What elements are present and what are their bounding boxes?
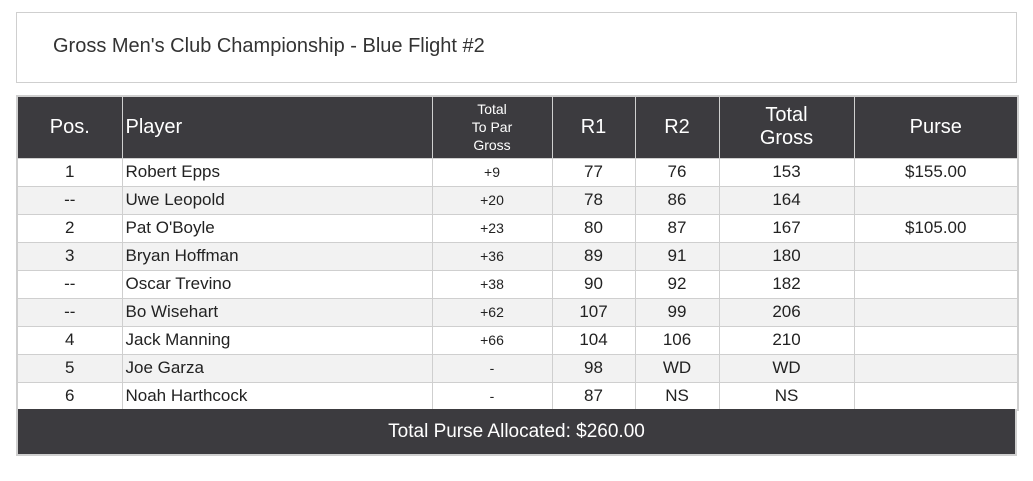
cell-pos: 2 bbox=[17, 214, 122, 242]
cell-pos: -- bbox=[17, 186, 122, 214]
cell-r2: 91 bbox=[635, 242, 719, 270]
col-header-topar-line1: Total bbox=[477, 101, 507, 118]
cell-r2: NS bbox=[635, 382, 719, 410]
cell-purse bbox=[854, 326, 1018, 354]
cell-pos: 4 bbox=[17, 326, 122, 354]
cell-player: Jack Manning bbox=[122, 326, 432, 354]
cell-r2: 99 bbox=[635, 298, 719, 326]
table-row bbox=[17, 186, 1018, 214]
cell-topar: +23 bbox=[432, 214, 552, 242]
cell-r2: 87 bbox=[635, 214, 719, 242]
cell-topar: +9 bbox=[432, 158, 552, 186]
results-table bbox=[16, 95, 1019, 411]
cell-r1: 80 bbox=[552, 214, 635, 242]
cell-r2: WD bbox=[635, 354, 719, 382]
cell-purse bbox=[854, 242, 1018, 270]
col-header-player[interactable]: Player bbox=[122, 96, 432, 158]
cell-purse bbox=[854, 270, 1018, 298]
table-row bbox=[17, 214, 1018, 242]
cell-r1: 78 bbox=[552, 186, 635, 214]
cell-topar: +38 bbox=[432, 270, 552, 298]
cell-pos: 5 bbox=[17, 354, 122, 382]
cell-topar: - bbox=[432, 354, 552, 382]
cell-player: Bryan Hoffman bbox=[122, 242, 432, 270]
col-header-total[interactable] bbox=[719, 96, 854, 158]
col-header-topar[interactable] bbox=[432, 96, 552, 158]
col-header-purse[interactable]: Purse bbox=[854, 96, 1018, 158]
cell-total: 180 bbox=[719, 242, 854, 270]
table-row bbox=[17, 242, 1018, 270]
cell-total: WD bbox=[719, 354, 854, 382]
cell-pos: -- bbox=[17, 270, 122, 298]
cell-r1: 104 bbox=[552, 326, 635, 354]
cell-purse bbox=[854, 354, 1018, 382]
cell-topar: - bbox=[432, 382, 552, 410]
cell-total: 206 bbox=[719, 298, 854, 326]
table-row bbox=[17, 298, 1018, 326]
cell-purse bbox=[854, 382, 1018, 410]
cell-topar: +36 bbox=[432, 242, 552, 270]
cell-player: Pat O'Boyle bbox=[122, 214, 432, 242]
cell-player: Bo Wisehart bbox=[122, 298, 432, 326]
table-row bbox=[17, 158, 1018, 186]
cell-pos: 6 bbox=[17, 382, 122, 410]
col-header-pos[interactable]: Pos. bbox=[17, 96, 122, 158]
cell-player: Uwe Leopold bbox=[122, 186, 432, 214]
col-header-topar-line2: To Par bbox=[471, 119, 513, 136]
header-row bbox=[17, 96, 1018, 158]
cell-topar: +62 bbox=[432, 298, 552, 326]
total-purse-footer: Total Purse Allocated: $260.00 bbox=[16, 409, 1017, 456]
cell-purse: $105.00 bbox=[854, 214, 1018, 242]
table-row bbox=[17, 326, 1018, 354]
cell-r1: 107 bbox=[552, 298, 635, 326]
cell-purse bbox=[854, 298, 1018, 326]
cell-player: Robert Epps bbox=[122, 158, 432, 186]
cell-purse bbox=[854, 186, 1018, 214]
col-header-total-line1: Total bbox=[765, 104, 808, 127]
cell-player: Joe Garza bbox=[122, 354, 432, 382]
col-header-r2[interactable]: R2 bbox=[635, 96, 719, 158]
cell-player: Noah Harthcock bbox=[122, 382, 432, 410]
table-row bbox=[17, 354, 1018, 382]
cell-r2: 92 bbox=[635, 270, 719, 298]
table-row bbox=[17, 382, 1018, 410]
cell-total: 153 bbox=[719, 158, 854, 186]
cell-topar: +20 bbox=[432, 186, 552, 214]
page-title: Gross Men's Club Championship - Blue Flight #2 bbox=[53, 35, 485, 57]
cell-total: 167 bbox=[719, 214, 854, 242]
cell-r1: 87 bbox=[552, 382, 635, 410]
cell-r1: 98 bbox=[552, 354, 635, 382]
title-panel bbox=[16, 12, 1017, 83]
cell-total: 210 bbox=[719, 326, 854, 354]
cell-r1: 89 bbox=[552, 242, 635, 270]
col-header-r1[interactable]: R1 bbox=[552, 96, 635, 158]
cell-r2: 76 bbox=[635, 158, 719, 186]
cell-r1: 77 bbox=[552, 158, 635, 186]
col-header-topar-line3: Gross bbox=[473, 137, 511, 154]
cell-r1: 90 bbox=[552, 270, 635, 298]
cell-purse: $155.00 bbox=[854, 158, 1018, 186]
cell-total: 182 bbox=[719, 270, 854, 298]
col-header-total-line2: Gross bbox=[759, 127, 814, 150]
cell-topar: +66 bbox=[432, 326, 552, 354]
cell-r2: 106 bbox=[635, 326, 719, 354]
table-row bbox=[17, 270, 1018, 298]
cell-pos: -- bbox=[17, 298, 122, 326]
cell-total: 164 bbox=[719, 186, 854, 214]
cell-pos: 1 bbox=[17, 158, 122, 186]
cell-total: NS bbox=[719, 382, 854, 410]
cell-player: Oscar Trevino bbox=[122, 270, 432, 298]
cell-r2: 86 bbox=[635, 186, 719, 214]
cell-pos: 3 bbox=[17, 242, 122, 270]
